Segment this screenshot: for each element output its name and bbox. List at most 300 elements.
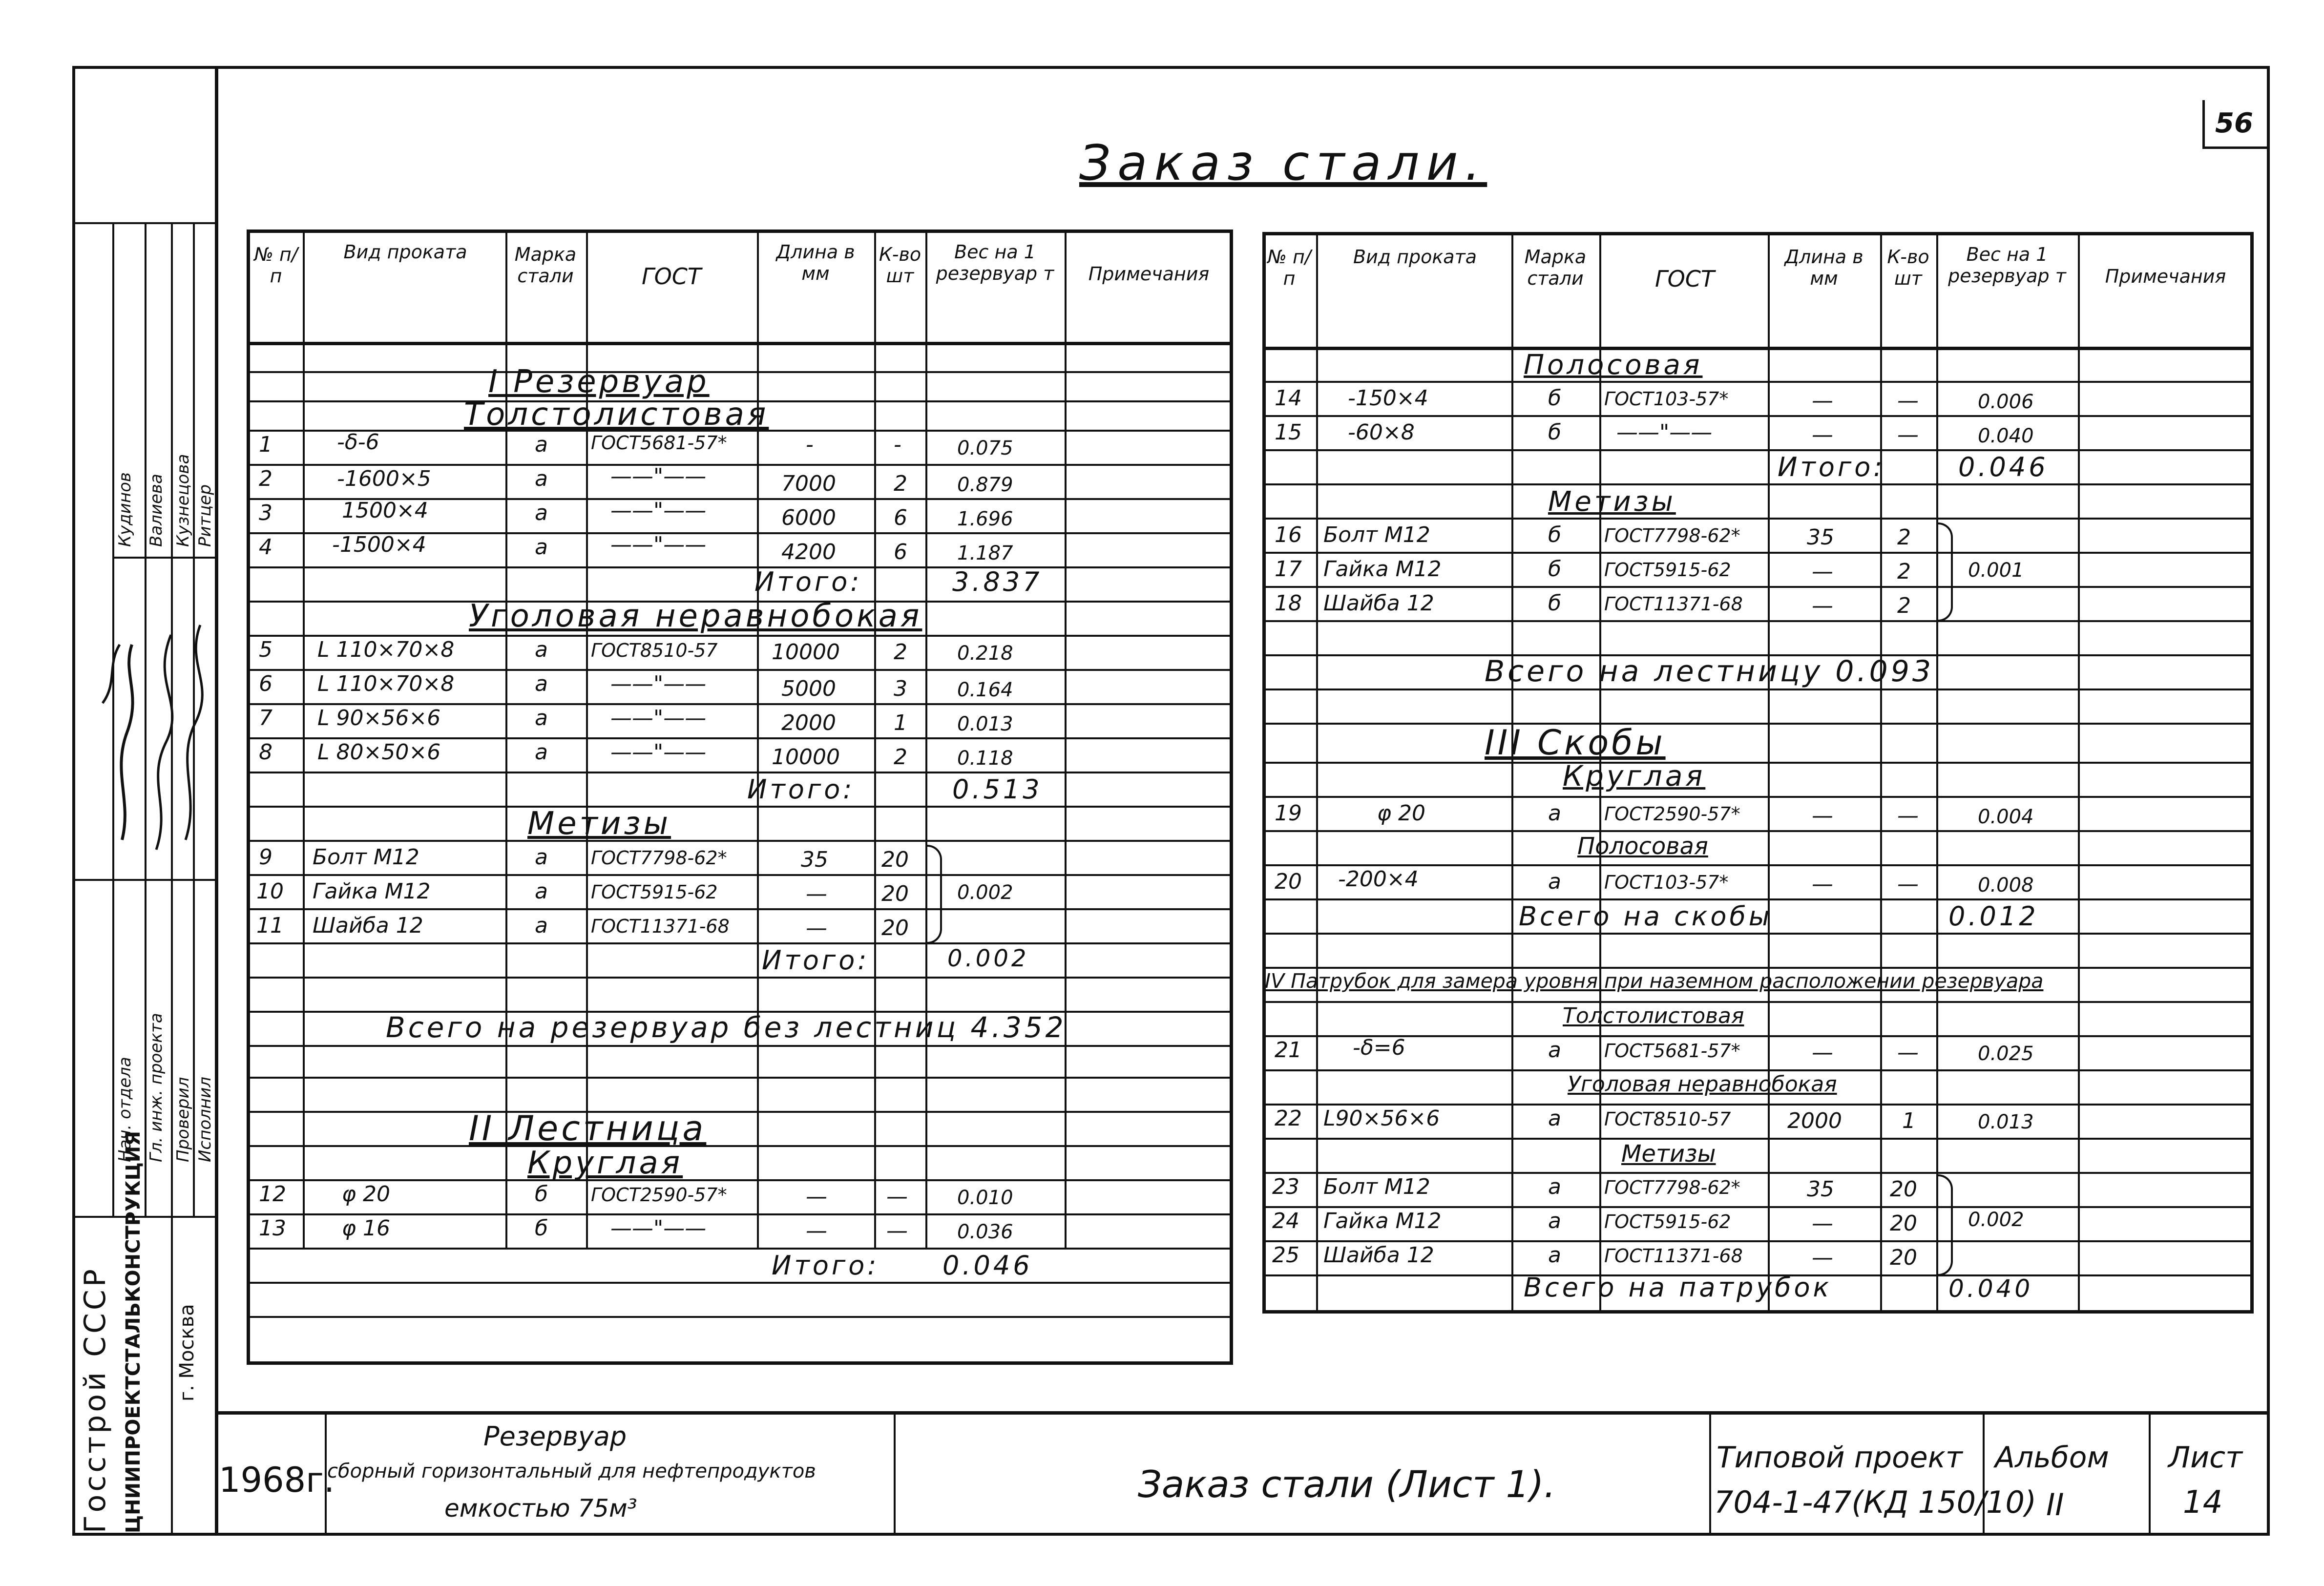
- rt-r16-grade: б: [1548, 522, 1562, 547]
- rt-r20-gost: ГОСТ103-57*: [1604, 872, 1729, 893]
- lt-r7-gost: ——"——: [610, 706, 707, 730]
- tb-div-5: [2149, 1411, 2151, 1536]
- lt-r5-num: 5: [259, 637, 272, 662]
- lt-r13-gost: ——"——: [610, 1216, 707, 1241]
- lt-r6-gost: ——"——: [610, 671, 707, 696]
- lt-header-bottom: [247, 342, 1233, 345]
- lt-line: [247, 874, 1233, 876]
- tb-sheet-name: Заказ стали (Лист 1).: [1138, 1462, 1556, 1506]
- lt-line: [247, 772, 1233, 773]
- rt-group-brace-2: [1936, 1174, 1953, 1276]
- rt-r17-grade: б: [1548, 557, 1562, 582]
- rt-line: [1262, 483, 2254, 485]
- rt-r17-kind: Гайка М12: [1323, 557, 1442, 582]
- lt-itogo-a-val: 3.837: [952, 566, 1043, 597]
- tb-object-3: емкостью 75м³: [444, 1494, 637, 1523]
- lt-r2-len: 7000: [781, 471, 836, 496]
- lt-r12-weight: 0.010: [957, 1187, 1013, 1209]
- lt-line: [247, 464, 1233, 466]
- rt-r18-kind: Шайба 12: [1323, 591, 1434, 616]
- lt-r3-kind: 1500×4: [342, 498, 428, 523]
- lt-line: [247, 566, 1233, 568]
- rt-r18-qty: 2: [1897, 593, 1911, 618]
- rt-col-7: [2078, 232, 2080, 1314]
- page-number: 56: [2215, 107, 2253, 139]
- org-city: г. Москва: [176, 1304, 198, 1401]
- lt-r12-gost: ГОСТ2590-57*: [591, 1184, 727, 1206]
- lt-r6-weight: 0.164: [957, 679, 1013, 701]
- lt-r2-kind: -1600×5: [337, 466, 431, 491]
- name-4: Ритцер: [195, 484, 215, 547]
- rt-h-gost: ГОСТ: [1654, 266, 1715, 292]
- rt-r16-gost: ГОСТ7798-62*: [1604, 525, 1740, 546]
- rt-col-2: [1511, 232, 1513, 1314]
- lt-line: [247, 908, 1233, 910]
- rt-line: [1262, 1001, 2254, 1003]
- rt-r22-qty: 1: [1902, 1108, 1916, 1133]
- lt-h-grade: Марка стали: [514, 244, 577, 287]
- rt-section-3-title: III Скобы: [1485, 723, 1666, 763]
- lt-r2-weight: 0.879: [957, 474, 1013, 496]
- lt-r5-kind: L 110×70×8: [317, 637, 455, 662]
- rt-r21-qty: —: [1897, 1040, 1919, 1065]
- lt-r1-weight: 0.075: [957, 437, 1013, 459]
- rt-line: [1262, 967, 2254, 969]
- lt-r11-len: —: [806, 916, 827, 940]
- lt-r1-num: 1: [259, 432, 272, 457]
- name-2: Валиева: [147, 474, 166, 547]
- rt-r16-num: 16: [1275, 522, 1302, 547]
- rt-h-kind: Вид проката: [1353, 246, 1477, 268]
- rt-itogo-a-val: 0.046: [1958, 452, 2049, 482]
- tb-object-1: Резервуар: [483, 1421, 627, 1452]
- rt-r22-num: 22: [1275, 1106, 1302, 1131]
- lt-r6-kind: L 110×70×8: [317, 671, 455, 696]
- rt-r23-kind: Болт М12: [1323, 1174, 1430, 1199]
- rt-r22-gost: ГОСТ8510-57: [1604, 1108, 1731, 1130]
- rt-r22-kind: L90×56×6: [1323, 1106, 1440, 1131]
- rt-r14-grade: б: [1548, 386, 1562, 411]
- lt-r13-grade: б: [535, 1216, 548, 1241]
- lt-r1-kind: -δ-6: [337, 430, 379, 455]
- frame-left-strip-divider: [215, 66, 218, 1536]
- rt-total-pipe: Всего на патрубок: [1524, 1272, 1832, 1303]
- lt-r13-len: —: [806, 1218, 827, 1243]
- rt-r23-num: 23: [1272, 1174, 1299, 1199]
- tb-div-3: [1709, 1411, 1711, 1536]
- rt-r14-kind: -150×4: [1348, 386, 1428, 411]
- rt-col-1: [1316, 232, 1318, 1314]
- role-gip: Гл. инж. проекта: [147, 1013, 166, 1162]
- rt-line: [1262, 518, 2254, 520]
- lt-line: [247, 1248, 1233, 1250]
- rt-line: [1262, 1069, 2254, 1071]
- rt-r21-num: 21: [1275, 1038, 1302, 1063]
- lt-r8-len: 10000: [772, 745, 840, 770]
- rt-r20-grade: а: [1548, 869, 1561, 894]
- lt-r10-grade: а: [535, 879, 548, 904]
- lt-r12-grade: б: [535, 1182, 548, 1207]
- lt-r8-weight: 0.118: [957, 747, 1013, 770]
- rt-group-brace-1: [1936, 522, 1953, 622]
- lt-line: [247, 703, 1233, 705]
- lt-line: [247, 1213, 1233, 1215]
- lt-itogo-b-val: 0.513: [952, 774, 1043, 805]
- lt-line: [247, 371, 1233, 373]
- lt-r13-num: 13: [259, 1216, 286, 1241]
- rt-sub-metizy2: Метизы: [1621, 1140, 1716, 1168]
- rt-r15-num: 15: [1275, 420, 1302, 445]
- lt-line: [247, 1111, 1233, 1113]
- lt-line: [247, 635, 1233, 637]
- rt-line: [1262, 689, 2254, 690]
- title-block-top-line: [215, 1411, 2270, 1415]
- lt-r4-qty: 6: [894, 540, 907, 564]
- rt-r23-qty: 20: [1890, 1177, 1917, 1202]
- rt-r21-grade: а: [1548, 1038, 1561, 1063]
- lt-r6-num: 6: [259, 671, 272, 696]
- rt-r16-len: 35: [1807, 525, 1834, 550]
- rt-r19-len: —: [1812, 803, 1833, 828]
- rt-total-ladder: Всего на лестницу 0.093: [1485, 654, 1934, 689]
- rt-total-pipe-val: 0.040: [1948, 1274, 2033, 1303]
- rt-r15-qty: —: [1897, 422, 1919, 447]
- rt-col-6: [1936, 232, 1938, 1314]
- lt-r2-gost: ——"——: [610, 464, 707, 489]
- rt-r24-gost: ГОСТ5915-62: [1604, 1211, 1731, 1232]
- lt-r8-grade: а: [535, 740, 548, 765]
- lt-r12-kind: φ 20: [342, 1182, 390, 1207]
- rt-r25-kind: Шайба 12: [1323, 1243, 1434, 1268]
- lt-r9-len: 35: [801, 847, 828, 872]
- lt-sub-round: Круглая: [527, 1145, 683, 1181]
- lt-line: [247, 737, 1233, 739]
- lt-r4-grade: а: [535, 535, 548, 560]
- lt-r3-gost: ——"——: [610, 498, 707, 523]
- lt-r2-qty: 2: [894, 471, 907, 496]
- lt-r12-qty: —: [886, 1184, 908, 1209]
- lt-r7-num: 7: [259, 706, 272, 730]
- rt-r15-gost: ——"——: [1616, 420, 1713, 445]
- rt-r24-grade: а: [1548, 1209, 1561, 1233]
- lt-r5-gost: ГОСТ8510-57: [591, 640, 718, 661]
- lt-section-1-title: I Резервуар: [488, 364, 710, 400]
- lt-r8-qty: 2: [894, 745, 907, 770]
- rt-line: [1262, 449, 2254, 451]
- lt-h-len: Длина в мм: [776, 241, 855, 284]
- rt-r19-kind: φ 20: [1377, 801, 1425, 826]
- lt-line: [247, 1045, 1233, 1047]
- rt-r16-kind: Болт М12: [1323, 522, 1430, 547]
- rt-col-5: [1880, 232, 1882, 1314]
- rt-r19-grade: а: [1548, 801, 1561, 826]
- lt-r5-len: 10000: [772, 640, 840, 665]
- lt-r5-grade: а: [535, 637, 548, 662]
- rt-r19-num: 19: [1275, 801, 1302, 826]
- tb-type-value: 704-1-47(КД 150/10): [1714, 1484, 2037, 1520]
- rt-line: [1262, 762, 2254, 764]
- lt-r9-gost: ГОСТ7798-62*: [591, 847, 727, 869]
- lt-sub-angle: Уголовая неравнобокая: [469, 598, 922, 634]
- lt-r11-qty: 20: [881, 916, 909, 940]
- lt-sub-thick: Толстолистовая: [464, 396, 769, 433]
- rt-group-weight-1: 0.001: [1968, 559, 2024, 582]
- rt-r19-qty: —: [1897, 803, 1919, 828]
- lt-line: [247, 942, 1233, 944]
- rt-r24-kind: Гайка М12: [1323, 1209, 1442, 1233]
- lt-line: [247, 1179, 1233, 1181]
- lt-itogo-b: Итого:: [747, 774, 855, 805]
- rt-section-4-title: IV Патрубок для замера уровня при наземном расположении резервуара: [1265, 969, 2044, 993]
- rt-line: [1262, 620, 2254, 622]
- rt-r14-qty: —: [1897, 388, 1919, 413]
- lt-r4-kind: -1500×4: [332, 532, 426, 557]
- lt-r7-weight: 0.013: [957, 713, 1013, 735]
- rt-r23-gost: ГОСТ7798-62*: [1604, 1177, 1740, 1198]
- lt-group-brace: [925, 845, 942, 944]
- lt-r10-qty: 20: [881, 881, 909, 906]
- lt-r8-num: 8: [259, 740, 272, 765]
- tb-album-label: Альбом: [1995, 1440, 2109, 1475]
- lt-h-note: Примечания: [1088, 263, 1210, 285]
- rt-r20-kind: -200×4: [1338, 867, 1419, 892]
- rt-line: [1262, 1240, 2254, 1242]
- tb-div-2: [894, 1411, 896, 1536]
- rt-line: [1262, 1104, 2254, 1106]
- rt-r21-weight: 0.025: [1978, 1043, 2034, 1065]
- lt-r12-num: 12: [259, 1182, 286, 1207]
- rt-sub-angle: Уголовая неравнобокая: [1568, 1072, 1837, 1097]
- rt-line: [1262, 898, 2254, 900]
- rt-r15-weight: 0.040: [1978, 425, 2034, 447]
- lt-r6-grade: а: [535, 671, 548, 696]
- lt-group-weight: 0.002: [957, 881, 1013, 904]
- lt-r5-weight: 0.218: [957, 642, 1013, 665]
- tb-object-2: сборный горизонтальный для нефтепродуктов: [327, 1460, 816, 1482]
- lt-total-reservoir: Всего на резервуар без лестниц 4.352: [386, 1011, 1067, 1044]
- lt-line: [247, 1077, 1233, 1079]
- lt-r3-qty: 6: [894, 505, 907, 530]
- lt-r3-grade: а: [535, 501, 548, 525]
- rt-r18-num: 18: [1275, 591, 1302, 616]
- rt-r21-len: —: [1812, 1040, 1833, 1065]
- lt-r5-qty: 2: [894, 640, 907, 665]
- lt-line: [247, 669, 1233, 671]
- rt-h-weight: Вес на 1 резервуар т: [1948, 244, 2066, 287]
- lt-r4-num: 4: [259, 535, 272, 560]
- lt-r2-num: 2: [259, 466, 272, 491]
- lt-r13-qty: —: [886, 1218, 908, 1243]
- lt-r9-kind: Болт М12: [313, 845, 419, 870]
- rt-line: [1262, 830, 2254, 832]
- rt-r21-kind: -δ=6: [1353, 1035, 1405, 1060]
- lt-r1-gost: ГОСТ5681-57*: [591, 432, 727, 454]
- tb-sheet-label: Лист: [2168, 1440, 2243, 1475]
- lt-r10-len: —: [806, 881, 827, 906]
- lt-r3-weight: 1.696: [957, 508, 1013, 530]
- lt-h-num: № п/п: [254, 244, 298, 287]
- rt-h-note: Примечания: [2105, 266, 2226, 287]
- rt-line: [1262, 864, 2254, 866]
- rt-sub-metizy: Метизы: [1548, 486, 1676, 518]
- rt-r25-gost: ГОСТ11371-68: [1604, 1245, 1743, 1267]
- lt-r12-len: —: [806, 1184, 827, 1209]
- lt-itogo-d: Итого:: [772, 1250, 879, 1281]
- name-1: Кудинов: [115, 472, 135, 547]
- lt-r1-qty: -: [894, 432, 901, 457]
- rt-r20-qty: —: [1897, 872, 1919, 897]
- lt-itogo-d-val: 0.046: [942, 1250, 1033, 1281]
- rt-r25-qty: 20: [1890, 1245, 1917, 1270]
- rt-line: [1262, 933, 2254, 935]
- lt-itogo-c-val: 0.002: [947, 945, 1029, 972]
- lt-line: [247, 840, 1233, 842]
- tb-album-value: II: [2046, 1487, 2064, 1523]
- rt-r20-num: 20: [1275, 869, 1302, 894]
- lt-r7-kind: L 90×56×6: [317, 706, 441, 730]
- lt-r7-qty: 1: [894, 710, 907, 735]
- lt-r8-gost: ——"——: [610, 740, 707, 765]
- rt-r21-gost: ГОСТ5681-57*: [1604, 1040, 1740, 1062]
- rt-header-bottom: [1262, 347, 2254, 350]
- lt-r11-gost: ГОСТ11371-68: [591, 916, 730, 937]
- rt-h-grade: Марка стали: [1524, 246, 1587, 289]
- tb-type-label: Типовой проект: [1717, 1440, 1963, 1475]
- rt-line: [1262, 381, 2254, 383]
- rt-r22-weight: 0.013: [1978, 1111, 2034, 1133]
- lt-r2-grade: а: [535, 466, 548, 491]
- page-title: Заказ стали.: [1079, 134, 1487, 191]
- strip-sign-divider: [112, 557, 215, 559]
- rt-r20-weight: 0.008: [1978, 874, 2034, 897]
- lt-r10-num: 10: [256, 879, 284, 904]
- rt-line: [1262, 1206, 2254, 1208]
- strip-col-3: [171, 222, 173, 1536]
- rt-h-qty: К-во шт: [1887, 246, 1929, 289]
- role-executed: Исполнил: [195, 1077, 215, 1162]
- lt-h-kind: Вид проката: [343, 241, 467, 263]
- lt-r9-num: 9: [259, 845, 272, 870]
- lt-r13-kind: φ 16: [342, 1216, 390, 1241]
- rt-r15-grade: б: [1548, 420, 1562, 445]
- rt-total-brackets: Всего на скобы: [1519, 901, 1773, 932]
- lt-r8-kind: L 80×50×6: [317, 740, 441, 765]
- rt-itogo-a: Итого:: [1778, 452, 1885, 482]
- rt-r23-len: 35: [1807, 1177, 1834, 1202]
- rt-r25-len: —: [1812, 1245, 1833, 1270]
- rt-r19-weight: 0.004: [1978, 806, 2034, 828]
- rt-r14-len: —: [1812, 388, 1833, 413]
- rt-r14-gost: ГОСТ103-57*: [1604, 388, 1729, 410]
- lt-r1-grade: а: [535, 432, 548, 457]
- lt-r11-num: 11: [256, 913, 284, 938]
- lt-r1-len: -: [806, 432, 814, 457]
- lt-r10-gost: ГОСТ5915-62: [591, 881, 718, 903]
- rt-r14-num: 14: [1275, 386, 1302, 411]
- rt-r18-grade: б: [1548, 591, 1562, 616]
- rt-r15-kind: -60×8: [1348, 420, 1415, 445]
- rt-r24-len: —: [1812, 1211, 1833, 1236]
- lt-h-qty: К-во шт: [879, 244, 921, 287]
- lt-line: [247, 977, 1233, 979]
- rt-r19-gost: ГОСТ2590-57*: [1604, 803, 1740, 825]
- role-chief: Нач. отдела: [115, 1057, 135, 1162]
- rt-col-4: [1768, 232, 1770, 1314]
- lt-r11-grade: а: [535, 913, 548, 938]
- lt-line: [247, 1316, 1233, 1318]
- name-3: Кузнецова: [173, 454, 193, 547]
- lt-r9-qty: 20: [881, 847, 909, 872]
- rt-line: [1262, 796, 2254, 798]
- rt-r22-len: 2000: [1787, 1108, 1842, 1133]
- tb-year: 1968г.: [219, 1460, 335, 1500]
- lt-r7-grade: а: [535, 706, 548, 730]
- rt-line: [1262, 586, 2254, 588]
- lt-sub-metizy: Метизы: [527, 806, 671, 842]
- lt-h-weight: Вес на 1 резервуар т: [936, 241, 1054, 284]
- lt-r3-len: 6000: [781, 505, 836, 530]
- lt-line: [247, 806, 1233, 808]
- rt-r25-grade: а: [1548, 1243, 1561, 1268]
- lt-itogo-a: Итого:: [754, 566, 862, 597]
- rt-r18-len: —: [1812, 593, 1833, 618]
- tb-sheet-value: 14: [2183, 1484, 2223, 1521]
- lt-r6-len: 5000: [781, 676, 836, 701]
- rt-r25-num: 25: [1272, 1243, 1299, 1268]
- role-checked: Проверил: [173, 1077, 193, 1162]
- lt-r9-grade: а: [535, 845, 548, 870]
- rt-line: [1262, 1035, 2254, 1037]
- rt-r17-qty: 2: [1897, 559, 1911, 584]
- lt-r4-gost: ——"——: [610, 532, 707, 557]
- lt-r11-kind: Шайба 12: [313, 913, 423, 938]
- rt-sub-thick: Толстолистовая: [1563, 1003, 1744, 1028]
- rt-line: [1262, 552, 2254, 554]
- rt-sub-strip: Полосовая: [1524, 349, 1703, 381]
- rt-r24-qty: 20: [1890, 1211, 1917, 1236]
- signature-scribbles: [73, 586, 215, 859]
- rt-total-brackets-val: 0.012: [1948, 901, 2039, 932]
- rt-group-weight-2: 0.002: [1968, 1209, 2024, 1231]
- rt-r20-len: —: [1812, 872, 1833, 897]
- rt-r23-grade: а: [1548, 1174, 1561, 1199]
- lt-section-2-title: II Лестница: [469, 1108, 707, 1148]
- rt-r16-qty: 2: [1897, 525, 1911, 550]
- rt-line: [1262, 415, 2254, 417]
- lt-r4-len: 4200: [781, 540, 836, 564]
- org-cniipsk: ЦНИИПРОЕКТСТАЛЬКОНСТРУКЦИЯ: [122, 1130, 145, 1533]
- rt-line: [1262, 1138, 2254, 1140]
- lt-r4-weight: 1.187: [957, 542, 1013, 564]
- lt-h-gost: ГОСТ: [641, 263, 702, 290]
- rt-r17-len: —: [1812, 559, 1833, 584]
- rt-sub-round: Круглая: [1563, 759, 1706, 793]
- org-gosstroy: Госстрой СССР: [78, 1266, 112, 1533]
- rt-sub-strip2: Полосовая: [1577, 833, 1708, 860]
- rt-line: [1262, 1172, 2254, 1174]
- rt-r24-num: 24: [1272, 1209, 1299, 1233]
- lt-r10-kind: Гайка М12: [313, 879, 431, 904]
- lt-r7-len: 2000: [781, 710, 836, 735]
- lt-r13-weight: 0.036: [957, 1221, 1013, 1243]
- lt-r6-qty: 3: [894, 676, 907, 701]
- rt-h-len: Длина в мм: [1784, 246, 1863, 289]
- lt-line: [247, 1282, 1233, 1284]
- lt-itogo-c: Итого:: [762, 945, 870, 976]
- rt-r17-gost: ГОСТ5915-62: [1604, 559, 1731, 581]
- lt-line: [247, 1145, 1233, 1147]
- rt-r14-weight: 0.006: [1978, 391, 2034, 413]
